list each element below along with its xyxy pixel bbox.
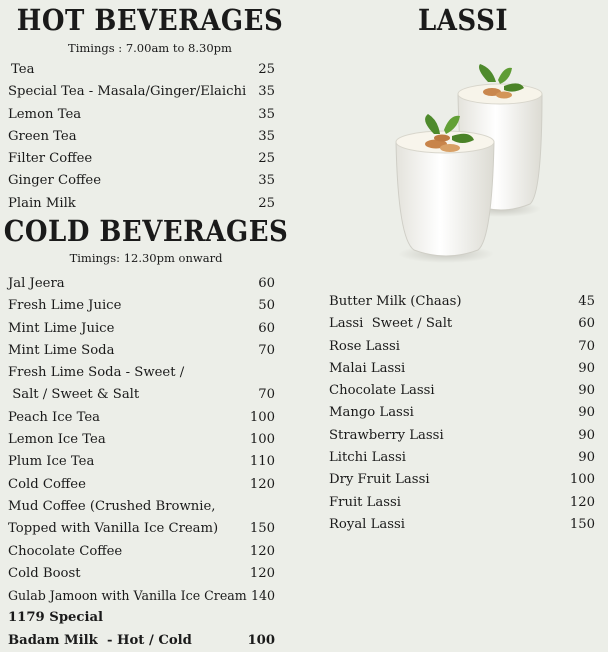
menu-item	[8, 126, 275, 148]
menu-item	[8, 518, 275, 540]
item-name: Chocolate Lassi	[329, 383, 435, 399]
item-price: 150	[249, 521, 275, 537]
item-name: Peach Ice Tea	[8, 409, 101, 425]
menu-item	[8, 148, 275, 170]
menu-item	[329, 469, 595, 491]
item-price: 90	[578, 450, 595, 466]
item-price: 70	[258, 342, 275, 358]
item-name: Rose Lassi	[329, 338, 401, 354]
menu-item	[329, 358, 595, 380]
item-name: Strawberry Lassi	[329, 427, 444, 443]
menu-item	[8, 407, 275, 429]
lassi-glasses-image	[376, 64, 551, 264]
item-name: Litchi Lassi	[329, 450, 406, 466]
menu-item	[8, 630, 275, 652]
menu-item	[8, 607, 275, 629]
item-price: 90	[578, 360, 595, 376]
menu-item	[8, 59, 275, 81]
item-name: Lassi Sweet / Salt	[329, 316, 453, 332]
item-name: Jal Jeera	[8, 276, 65, 291]
menu-item	[8, 104, 275, 126]
menu-item	[8, 273, 275, 295]
item-price: 120	[249, 476, 275, 492]
item-name: Lemon Tea	[8, 106, 82, 122]
menu-item	[8, 362, 275, 384]
menu-item	[329, 380, 595, 402]
item-price: 45	[578, 294, 595, 309]
hot-beverages-list	[8, 59, 275, 215]
item-price: 60	[578, 316, 595, 332]
item-name: Fresh Lime Soda - Sweet /	[8, 365, 185, 381]
item-name: Cold Boost	[8, 565, 81, 581]
menu-item	[329, 492, 595, 514]
menu-item	[329, 313, 595, 335]
menu-item	[8, 340, 275, 362]
item-price: 100	[249, 409, 275, 425]
item-price: 90	[578, 427, 595, 443]
item-price: 35	[258, 84, 275, 100]
menu-item	[8, 474, 275, 496]
item-price: 70	[258, 387, 275, 403]
menu-item	[8, 170, 275, 192]
menu-item	[8, 318, 275, 340]
item-price: 150	[569, 516, 595, 532]
menu-item	[8, 541, 275, 563]
menu-item	[8, 193, 275, 215]
menu-item	[329, 291, 595, 313]
item-price: 60	[258, 276, 275, 291]
item-price: 70	[578, 338, 595, 354]
item-name: Tea	[11, 62, 35, 77]
item-name: Fruit Lassi	[329, 494, 402, 510]
item-name: Chocolate Coffee	[8, 543, 123, 559]
item-price: 25	[258, 62, 275, 77]
item-name: Butter Milk (Chaas)	[329, 294, 462, 309]
item-name: Filter Coffee	[8, 151, 93, 167]
item-price: 100	[247, 632, 275, 648]
item-name: 1179 Special	[8, 610, 104, 626]
menu-item	[8, 496, 275, 518]
item-name: Special Tea - Masala/Ginger/Elaichi	[8, 84, 247, 100]
item-price: 100	[569, 472, 595, 488]
menu-item	[8, 429, 275, 451]
menu-item	[8, 563, 275, 585]
item-price: 90	[578, 383, 595, 399]
item-name: Ginger Coffee	[8, 173, 101, 189]
item-name: Plain Milk	[8, 195, 76, 211]
item-price: 35	[258, 106, 275, 122]
item-name: Royal Lassi	[329, 516, 405, 532]
item-name: Fresh Lime Juice	[8, 298, 122, 314]
lassi-list	[329, 291, 595, 536]
item-name: Plum Ice Tea	[8, 454, 95, 470]
menu-item	[8, 295, 275, 317]
cold-beverages-timings: Timings: 12.30pm onward	[69, 251, 223, 265]
item-price: 50	[258, 298, 275, 314]
lassi-title: LASSI	[417, 4, 509, 38]
menu-item	[329, 402, 595, 424]
menu-item	[8, 81, 275, 103]
item-name: Cold Coffee	[8, 476, 86, 492]
item-name: Mint Lime Soda	[8, 342, 115, 358]
menu-item	[8, 585, 275, 607]
hot-beverages-timings: Timings : 7.00am to 8.30pm	[68, 41, 232, 55]
menu-item	[8, 451, 275, 473]
item-price: 110	[249, 454, 275, 470]
item-name: Mud Coffee (Crushed Brownie,	[8, 498, 216, 514]
cold-beverages-list	[8, 273, 275, 652]
item-name: Malai Lassi	[329, 360, 406, 376]
item-price: 120	[249, 543, 275, 559]
item-price: 25	[258, 151, 275, 167]
item-name: Mango Lassi	[329, 405, 414, 421]
item-price: 140	[250, 588, 275, 604]
item-name: Dry Fruit Lassi	[329, 472, 430, 488]
item-name: Lemon Ice Tea	[8, 432, 106, 448]
item-price: 120	[249, 565, 275, 581]
item-price: 35	[258, 173, 275, 189]
item-name: Gulab Jamoon with Vanilla Ice Cream	[8, 588, 247, 604]
item-name: Salt / Sweet & Salt	[8, 387, 140, 403]
item-name: Topped with Vanilla Ice Cream)	[8, 521, 219, 537]
item-price: 120	[569, 494, 595, 510]
item-name: Badam Milk - Hot / Cold	[8, 632, 192, 648]
menu-item	[329, 425, 595, 447]
menu-item	[329, 336, 595, 358]
item-price: 60	[258, 320, 275, 336]
menu-item	[329, 447, 595, 469]
item-name: Mint Lime Juice	[8, 320, 115, 336]
menu-item	[8, 384, 275, 406]
item-price: 35	[258, 128, 275, 144]
cold-beverages-title: COLD BEVERAGES	[3, 215, 289, 249]
item-price: 25	[258, 195, 275, 211]
hot-beverages-title: HOT BEVERAGES	[16, 4, 284, 38]
menu-item	[329, 514, 595, 536]
item-name: Green Tea	[8, 128, 77, 144]
item-price: 100	[249, 432, 275, 448]
item-price: 90	[578, 405, 595, 421]
